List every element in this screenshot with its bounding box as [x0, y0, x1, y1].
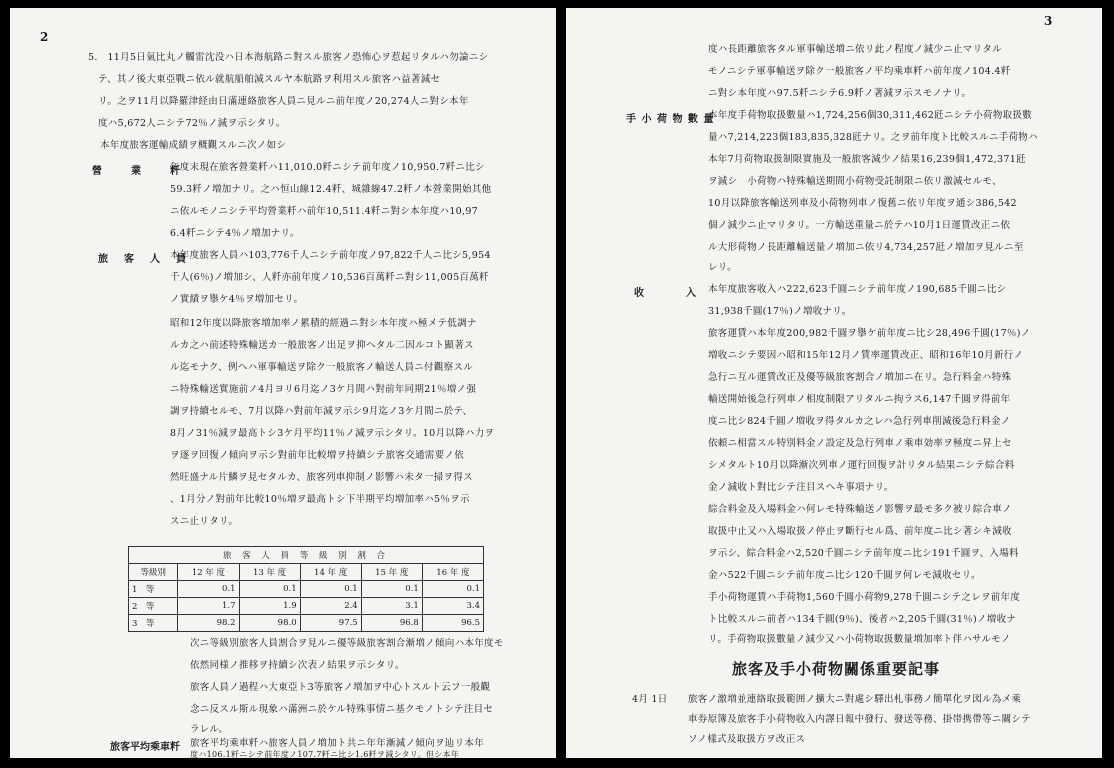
label-heikin-josha: 旅客平均乘車粁	[110, 742, 180, 753]
text-line: ル迄モナク、例ヘハ軍事輸送ヲ除ク一般旅客ノ輸送人員ニ付觀察スル	[170, 362, 474, 373]
text-line: 金ノ減收ト對比シテ注目スヘキ事項ナリ。	[708, 482, 894, 493]
grade-cell: 3 等	[129, 615, 178, 632]
text-line: 依然同様ノ推移ヲ持續シ次表ノ結果ヲ示シタリ。	[190, 660, 405, 671]
text-line: 本年7月荷物取扱制限實施及一般旅客減少ノ結果16,239個1,472,371瓩	[708, 154, 1026, 165]
right-page	[566, 8, 1102, 758]
value-cell: 0.1	[361, 581, 422, 598]
text-line: ニ特殊輸送實施前ノ4月ヨリ6月迄ノ3ケ月間ハ對前年同期21％増ノ强	[170, 384, 477, 395]
text-line: 次ニ等級別旅客人員割合ヲ見ルニ優等級旅客割合漸増ノ傾向ハ本年度モ	[190, 638, 504, 649]
table-header: 14 年 度	[300, 564, 361, 581]
value-cell: 96.5	[422, 615, 483, 632]
text-line: 59.3粁ノ増加ナリ。之ハ恒山線12.4粁、城雜線47.2粁ノ本營業開始其他	[170, 184, 492, 195]
text-line: レリ。	[708, 262, 737, 273]
text-line: 10月以降旅客輸送列車及小荷物列車ノ復舊ニ依リ年度ヲ通シ386,542	[708, 198, 1017, 209]
label-tenimotsu: 手 小 荷 物 數 量	[626, 114, 715, 125]
value-cell: 0.1	[178, 581, 239, 598]
text-line: 、1月分ノ對前年比較10％増ヲ最高トシ下半期平均増加率ハ5％ヲ示	[170, 494, 470, 505]
text-line: ノ實績ヲ擧ケ4％ヲ増加セリ。	[170, 294, 304, 305]
section-title: 旅客及手小荷物關係重要記事	[732, 660, 941, 678]
text-line: 綜合料金及入場料金ハ何レモ特殊輸送ノ影響ヲ最モ多ク被リ綜合車ノ	[708, 504, 1012, 515]
text-line: 車券原簿及旅客手小荷物收入内譯日報中發行、發送等務、掛帯携帶等ニ關シテ	[688, 714, 1032, 725]
text-line: 念ニ反スル斯ル現象ハ滿洲ニ於ケル特殊事情ニ基クモノトシテ注目セ	[190, 704, 494, 715]
table-row	[129, 615, 484, 632]
table-header: 12 年 度	[178, 564, 239, 581]
text-line: 6.4粁ニシテ4％ノ増加ナリ。	[170, 228, 300, 239]
text-line: 増收ニシテ要因ハ昭和15年12月ノ賃率運賃改正、昭和16年10月新行ノ	[708, 350, 1024, 361]
value-cell: 96.8	[361, 615, 422, 632]
text-line: 旅客運賃ハ本年度200,982千圓ヲ擧ケ前年度ニ比シ28,496千圓(17％)ノ	[708, 328, 1031, 339]
label-eigyo-km: 營 業 粁	[92, 166, 183, 177]
table-title: 旅 客 人 員 等 級 別 割 合	[129, 547, 484, 564]
text-line: 輸送開始後急行列車ノ相度制限アリタルニ拘ラス6,147千圓ヲ得前年	[708, 394, 1011, 405]
grade-cell: 1 等	[129, 581, 178, 598]
text-line: 然旺盛ナル片鱗ヲ見セタルカ、旅客列車抑制ノ影響ハ未タ一掃ヲ得ス	[170, 472, 473, 483]
value-cell: 97.5	[300, 615, 361, 632]
value-cell: 0.1	[422, 581, 483, 598]
table-header: 等級別	[129, 564, 178, 581]
table-header: 13 年 度	[239, 564, 300, 581]
table-header: 15 年 度	[361, 564, 422, 581]
text-line: ト比較スルニ前者ハ134千圓(9％)、後者ハ2,205千圓(31％)ノ増收ナ	[708, 614, 1017, 625]
text-line: 取扱中止又ハ入場取扱ノ停止ヲ斷行セル爲、前年度ニ比シ著シキ減收	[708, 526, 1012, 537]
grade-cell: 2 等	[129, 598, 178, 615]
text-line: 本年度旅客運輸成績ヲ概觀スルニ次ノ如シ	[100, 140, 287, 151]
text-line: スニ止リタリ。	[170, 516, 239, 527]
text-line: 昭和12年度以降旅客増加率ノ累積的經過ニ對シ本年度ハ極メテ低調ナ	[170, 318, 477, 329]
value-cell: 3.1	[361, 598, 422, 615]
text-line: 度ハ5,672人ニシテ72％ノ減ヲ示シタリ。	[98, 118, 286, 129]
text-line: 年度末現在旅客營業粁ハ11,010.0粁ニシテ前年度ノ10,950.7粁ニ比シ	[170, 162, 485, 173]
text-line: 本年度手荷物取扱數量ハ1,724,256個30,311,462瓩ニシテ小荷物取扱數	[708, 110, 1033, 121]
text-line: 旅客平均乘車粁ハ旅客人員ノ増加ト共ニ年年漸減ノ傾向ヲ辿リ本年	[190, 738, 485, 749]
text-line: ラレル。	[190, 724, 229, 735]
value-cell: 98.2	[178, 615, 239, 632]
text-line: ル大形荷物ノ長距離輸送量ノ増加ニ依リ4,734,257瓩ノ増加ヲ見ルニ至	[708, 242, 1024, 253]
grade-ratio-table	[128, 546, 484, 632]
record-date: 4月 1日	[632, 694, 668, 705]
text-line: 度ニ比シ824千圓ノ増收ヲ得タルカ之レハ急行列車削減後急行料金ノ	[708, 416, 1011, 427]
text-line: シメタルト10月以降漸次列車ノ運行回復ヲ計リタル結果ニシテ綜合料	[708, 460, 1015, 471]
text-line: 旅客ノ激増並連絡取扱範囲ノ擴大ニ對處シ驛出札事務ノ簡單化ヲ図ル為メ乘	[688, 694, 1022, 705]
text-line: ルカ之ハ前述特殊輸送カ一般旅客ノ出足ヲ抑ヘタル二因ルコト顯著ス	[170, 340, 474, 351]
value-cell: 1.9	[239, 598, 300, 615]
text-line: 8月ノ31％減ヲ最高トシ3ケ月平均11％ノ減ヲ示シタリ。10月以降ハ力ヲ	[170, 428, 495, 439]
text-line: リ。手荷物取扱數量ノ減少又ハ小荷物取扱數量増加率ト伴ハサルモノ	[708, 634, 1011, 645]
text-line: テ、其ノ後大東亞戰ニ依ル就航船舶減スルヤ本航路ヲ利用スル旅客ハ益著減セ	[98, 74, 441, 85]
text-line: 度ハ106.1粁ニシテ前年度ノ107.7粁ニ比シ1.6粁ヲ減シタリ。但シ本年	[190, 750, 460, 758]
text-line: ソノ樣式及取扱方ヲ改正ス	[688, 734, 806, 745]
text-line: リ。之ヲ11月以降羅津経由日滿連絡旅客人員ニ見ルニ前年度ノ20,274人ニ對シ本年	[98, 96, 469, 107]
text-line: 旅客人員ノ過程ハ大東亞ト3等旅客ノ増加ヲ中心トスルト云フ一般觀	[190, 682, 491, 693]
text-line: 手小荷物運賃ハ手荷物1,560千圓小荷物9,278千圓ニシテ之レヲ前年度	[708, 592, 1021, 603]
text-line: モノニシテ軍事輸送ヲ除ク一般旅客ノ平均乘車粁ハ前年度ノ104.4粁	[708, 66, 1011, 77]
text-line: 5. 11月5日氣比丸ノ觸雷沈没ハ日本海航路ニ對スル旅客ノ恐怖心ヲ惹起リタルハ勿論ニシ	[88, 52, 489, 63]
text-line: 調ヲ持續セルモ、7月以降ハ對前年減ヲ示シ9月迄ノ3ケ月間ニ於テ、	[170, 406, 473, 417]
value-cell: 98.0	[239, 615, 300, 632]
table-header: 16 年 度	[422, 564, 483, 581]
page-number: 2	[40, 30, 49, 44]
value-cell: 1.7	[178, 598, 239, 615]
text-line: 31,938千圓(17％)ノ増收ナリ。	[708, 306, 852, 317]
label-shunyu: 收 入	[634, 288, 699, 299]
text-line: 千人(6％)ノ増加シ、人粁亦前年度ノ10,536百萬粁ニ對シ11,005百萬粁	[170, 272, 489, 283]
table-row	[129, 598, 484, 615]
text-line: 度ハ長距離旅客タル軍事輸送増ニ依リ此ノ程度ノ減少ニ止マリタル	[708, 44, 1003, 55]
text-line: 本年度旅客收入ハ222,623千圓ニシテ前年度ノ190,685千圓ニ比シ	[708, 284, 1007, 295]
text-line: 量ハ7,214,223個183,835,328瓩ナリ。之ヲ前年度ト比較スルニ手荷物ハ	[708, 132, 1038, 143]
text-line: ヲ減シ 小荷物ハ特殊輸送期間小荷物受託制限ニ依リ激減セルモ、	[708, 176, 1002, 187]
text-line: 急行ニ互ル運賃改正及優等級旅客割合ノ増加ニ在リ。急行料金ハ特殊	[708, 372, 1012, 383]
label-ryokaku-jinin: 旅 客 人 員	[98, 254, 189, 265]
text-line: 金ハ522千圓ニシテ前年度ニ比シ120千圓ヲ何レモ減收セリ。	[708, 570, 981, 581]
text-line: 本年度旅客人員ハ103,776千人ニシテ前年度ノ97,822千人ニ比シ5,954	[170, 250, 491, 261]
text-line: ニ依ルモノニシテ平均營業粁ハ前年10,511.4粁ニ對シ本年度ハ10,97	[170, 206, 479, 217]
text-line: ヲ逐ヲ回復ノ傾向ヲ示シ對前年比較増ヲ持續シテ旅客交通需要ノ依	[170, 450, 465, 461]
text-line: 依頼ニ相當スル特別料金ノ設定及急行列車ノ乘車効率ヲ極度ニ昇上セ	[708, 438, 1012, 449]
text-line: ヲ示シ、綜合料金ハ2,520千圓ニシテ前年度ニ比シ191千圓ヲ、入場料	[708, 548, 1019, 559]
value-cell: 0.1	[239, 581, 300, 598]
page-number: 3	[1044, 14, 1053, 28]
value-cell: 3.4	[422, 598, 483, 615]
table-row	[129, 581, 484, 598]
left-page	[10, 8, 556, 758]
text-line: 個ノ減少ニ止マリタリ。一方輸送重量ニ於テハ10月1日運賃改正ニ依	[708, 220, 1011, 231]
text-line: ニ對シ本年度ハ97.5粁ニシテ6.9粁ノ著減ヲ示スモノナリ。	[708, 88, 972, 99]
value-cell: 0.1	[300, 581, 361, 598]
value-cell: 2.4	[300, 598, 361, 615]
